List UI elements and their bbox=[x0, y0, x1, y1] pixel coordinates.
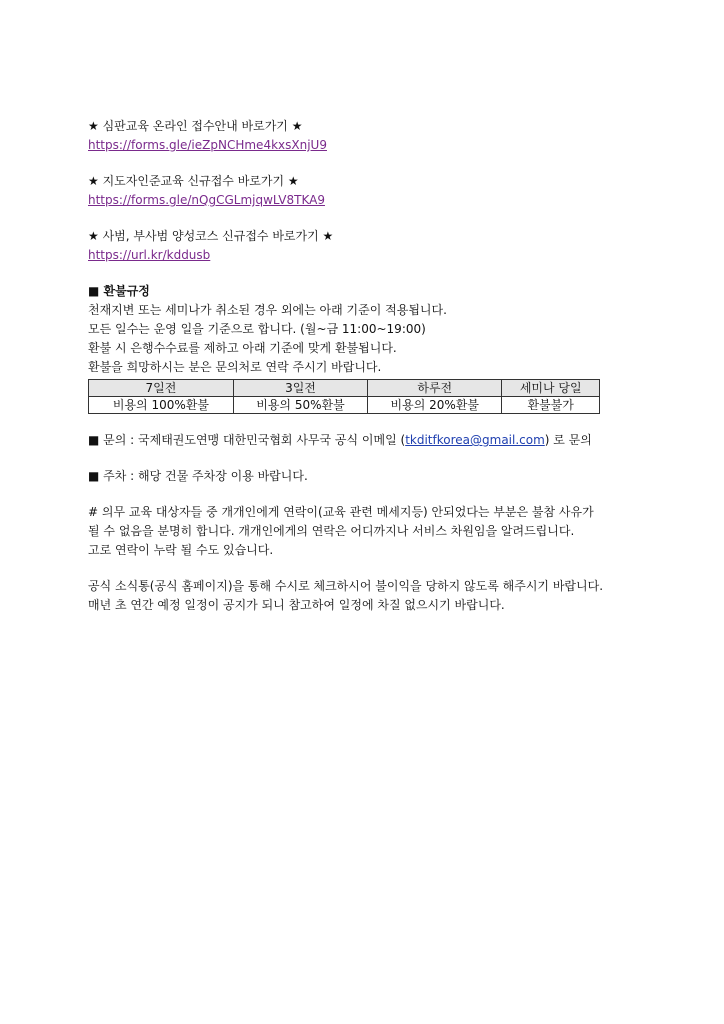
parking-line: ■ 주차 : 해당 건물 주차장 이용 바랍니다. bbox=[88, 469, 308, 483]
referee-education-title: ★ 심판교육 온라인 접수안내 바로가기 ★ bbox=[88, 119, 303, 133]
refund-line: 환불 시 은행수수료를 제하고 아래 기준에 맞게 환불됩니다. bbox=[88, 341, 397, 355]
refund-table-row bbox=[89, 397, 600, 414]
contact-email-link[interactable]: tkditfkorea@gmail.com bbox=[405, 433, 545, 447]
master-course-link[interactable]: https://url.kr/kddusb bbox=[88, 248, 211, 262]
refund-value-cell: 비용의 100%환불 bbox=[89, 397, 234, 414]
closing-line: 공식 소식통(공식 홈페이지)을 통해 수시로 체크하시어 불이익을 당하지 않도록 해주시기 바랍니다. bbox=[88, 579, 604, 593]
master-course-title: ★ 사범, 부사범 양성코스 신규접수 바로가기 ★ bbox=[88, 229, 334, 243]
refund-header-cell: 7일전 bbox=[89, 380, 234, 397]
refund-value-cell: 비용의 20%환불 bbox=[368, 397, 502, 414]
refund-header-cell: 하루전 bbox=[368, 380, 502, 397]
notice-line: # 의무 교육 대상자들 중 개개인에게 연락이(교육 관련 메세지등) 안되었다는 부분은 불참 사유가 bbox=[88, 505, 594, 519]
refund-table-header-row bbox=[89, 380, 600, 397]
refund-value-cell: 비용의 50%환불 bbox=[233, 397, 367, 414]
referee-education-link[interactable]: https://forms.gle/ieZpNCHme4kxsXnjU9 bbox=[88, 138, 327, 152]
refund-policy-heading: ■ 환불규정 bbox=[88, 284, 150, 298]
closing-line: 매년 초 연간 예정 일정이 공지가 되니 참고하여 일정에 차질 없으시기 바랍니다. bbox=[88, 598, 505, 612]
refund-line: 천재지변 또는 세미나가 취소된 경우 외에는 아래 기준이 적용됩니다. bbox=[88, 303, 447, 317]
instructor-certification-link[interactable]: https://forms.gle/nQgCGLmjqwLV8TKA9 bbox=[88, 193, 325, 207]
contact-suffix: ) 로 문의 bbox=[544, 433, 592, 447]
refund-line: 환불을 희망하시는 분은 문의처로 연락 주시기 바랍니다. bbox=[88, 360, 382, 374]
refund-value-cell: 환불불가 bbox=[502, 397, 600, 414]
contact-line bbox=[88, 431, 648, 450]
document-body bbox=[88, 117, 648, 615]
refund-table bbox=[88, 379, 600, 414]
instructor-certification-title: ★ 지도자인준교육 신규접수 바로가기 ★ bbox=[88, 174, 299, 188]
notice-line: 될 수 없음을 분명히 합니다. 개개인에게의 연락은 어디까지나 서비스 차원임을 알려드립니다. bbox=[88, 524, 575, 538]
contact-prefix: ■ 문의 : 국제태권도연맹 대한민국협회 사무국 공식 이메일 ( bbox=[88, 433, 406, 447]
refund-header-cell: 세미나 당일 bbox=[502, 380, 600, 397]
refund-line: 모든 일수는 운영 일을 기준으로 합니다. (월~금 11:00~19:00) bbox=[88, 322, 426, 336]
refund-header-cell: 3일전 bbox=[233, 380, 367, 397]
notice-line: 고로 연락이 누락 될 수도 있습니다. bbox=[88, 543, 274, 557]
